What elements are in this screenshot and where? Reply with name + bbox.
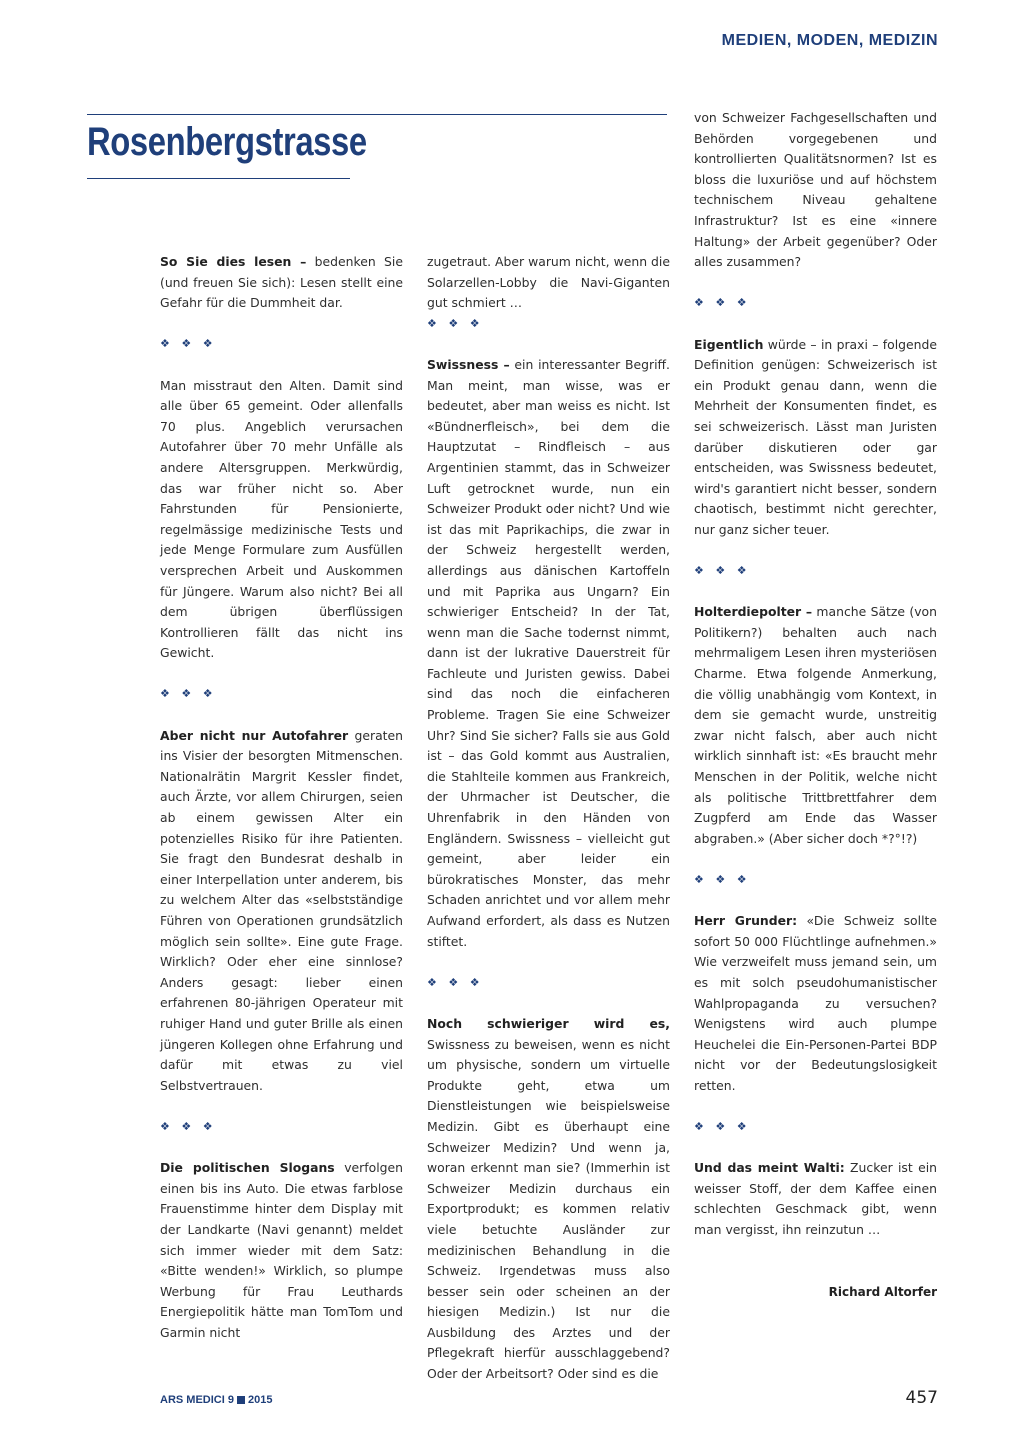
paragraph-lead: Aber nicht nur Autofahrer xyxy=(160,727,349,743)
paragraph-text: «Die Schweiz sollte sofort 50 000 Flüchtlinge aufnehmen.» Wie verzweifelt muss jemand sein, um es mit solch pseudohumanistischer Wahlpropaganda zu versuchen? Wenigstens wird auch plumpe Heuchelei die Ein-Personen-Partei BDP nicht vor der Bedeutungslosigkeit retten. xyxy=(694,913,937,1093)
page-number: 457 xyxy=(905,1388,938,1408)
paragraph-text: manche Sätze (von Politikern?) behalten auch nach mehrmaligem Lesen ihren mysteriösen Charme. Etwa folgende Anmerkung, die völlig unabhängig vom Kontext, in dem sie gemacht wurde, unstreitig zwar nicht falsch, aber auch nicht wirklich sinnhaft ist: «Es braucht mehr Menschen in der Politik, welche nicht als politische Trittbrettfahrer dem Zugpferd am Ende das Wasser abgraben.» (Aber sicher doch *?°!?) xyxy=(694,604,937,846)
paragraph-lead: Herr Grunder: xyxy=(694,913,798,929)
separator-ornament: ❖ ❖ ❖ xyxy=(694,296,751,310)
separator-ornament: ❖ ❖ ❖ xyxy=(160,687,217,701)
paragraph-text: Man misstraut den Alten. Damit sind alle über 65 gemeint. Oder allenfalls 70 plus. Angeblich verursachen Autofahrer über 70 mehr Unfälle als andere Altersgruppen. Merkwürdig, das war früher nicht so. Aber Fahrstunden für Pensionierte, regelmässige medizinische Tests und jede Menge Formulare zum Ausfüllen versprechen Arbeit und Auskommen für Jüngere. Warum also nicht? Bei all dem übrigen überflüssigen Kontrollieren fällt das nicht ins Gewicht. xyxy=(160,377,403,661)
paragraph-text: bedenken Sie (und freuen Sie sich): Lesen stellt eine Gefahr für die Dummheit dar. xyxy=(160,254,403,311)
article-title: Rosenbergstrasse xyxy=(87,120,367,164)
paragraph-text: geraten ins Visier der besorgten Mitmenschen. Nationalrätin Margrit Kessler findet, auch Ärzte, vor allem Chirurgen, seien ab einem gewissen Alter ein potenzielles Risiko für ihre Patienten. Sie fragt den Bundesrat deshalb in einer Interpellation unter anderem, bis zu welchem Alter das «selbstständige Führen von Operationen grundsätzlich möglich sein sollte». Eine gute Frage. Wirklich? Oder eher eine sinnlose? Anders gesagt: lieber einen erfahrenen 80-jährigen Operateur mit ruhiger Hand und guter Brille als einen jüngeren Kollegen ohne Erfahrung und dafür mit etwas zu viel Selbstvertrauen. xyxy=(160,727,403,1093)
paragraph-lead: Noch schwieriger wird es, xyxy=(427,1015,670,1031)
separator-ornament: ❖ ❖ ❖ xyxy=(694,564,751,578)
column-2 xyxy=(427,252,670,1385)
paragraph xyxy=(694,108,937,273)
paragraph-lead: Eigentlich xyxy=(694,336,764,352)
paragraph-text: von Schweizer Fachgesellschaften und Behörden vorgegebenen und kontrollierten Qualitätsnormen? Ist es bloss die luxuriöse und auf höchstem technischem Niveau gehaltene Infrastruktur? Ist es eine «innere Haltung» der Arbeit gegenüber? Oder alles zusammen? xyxy=(694,110,937,270)
paragraph-text: würde – in praxi – folgende Definition genügen: Schweizerisch ist ein Produkt genau dann, wenn die Mehrheit der Konsumenten findet, es sei schweizerisch. Lässt man Juristen darüber diskutieren oder gar entscheiden, was Swissness bedeutet, wird's garantiert nicht besser, sondern chaotisch, bestimmt nicht gerechter, nur ganz sicher teuer. xyxy=(694,336,937,537)
paragraph xyxy=(427,1014,670,1385)
footer-journal xyxy=(160,1394,272,1406)
top-rule xyxy=(87,114,667,115)
paragraph-lead: Die politischen Slogans xyxy=(160,1160,335,1176)
column-3 xyxy=(694,108,937,1302)
paragraph-lead: Und das meint Walti: xyxy=(694,1160,845,1176)
paragraph xyxy=(160,376,403,664)
separator-ornament: ❖ ❖ ❖ xyxy=(160,1119,217,1133)
paragraph-text: Swissness zu beweisen, wenn es nicht um physische, sondern um virtuelle Produkte geht, etwa um Dienstleistungen wie beispielsweise Medizin. Gibt es überhaupt eine Schweizer Medizin? Und wenn ja, woran erkennt man sie? (Immerhin ist Schweizer Medizin durchaus ein Exportprodukt; es kommen relativ viele betuchte Ausländer zur medizinischen Behandlung in die Schweiz. Irgendetwas muss also besser sein oder scheinen an der hiesigen Medizin.) Ist nur die Ausbildung des Arztes und der Pflegekraft hierfür ausschlaggebend? Oder der Arbeitsort? Oder sind es die xyxy=(427,1036,670,1382)
separator-ornament: ❖ ❖ ❖ xyxy=(694,1120,751,1134)
separator-ornament: ❖ ❖ ❖ xyxy=(427,975,484,989)
paragraph xyxy=(694,335,937,541)
paragraph xyxy=(694,911,937,1096)
paragraph-lead: So Sie dies lesen – xyxy=(160,254,307,269)
paragraph xyxy=(694,1158,937,1240)
section-label: MEDIEN, MODEN, MEDIZIN xyxy=(721,32,938,49)
paragraph-lead: Holterdiepolter – xyxy=(694,604,813,620)
paragraph xyxy=(427,252,670,314)
journal-year: 2015 xyxy=(247,1394,273,1406)
paragraph-text: Zucker ist ein weisser Stoff, der dem Kaffee einen schlechten Geschmack gibt, wenn man vergisst, ihn reinzutun … xyxy=(694,1160,937,1238)
paragraph-text: verfolgen einen bis ins Auto. Die etwas farblose Frauenstimme hinter dem Display mit der Landkarte (Navi genannt) meldet sich immer wieder mit dem Satz: «Bitte wenden!» Wirklich, so plumpe Werbung für Frau Leuthards Energiepolitik hätte man TomTom und Garmin nicht xyxy=(160,1160,403,1340)
journal-name: ARS MEDICI 9 xyxy=(160,1394,234,1406)
paragraph xyxy=(694,602,937,849)
paragraph xyxy=(160,1158,403,1343)
title-rule xyxy=(87,178,350,179)
paragraph-text: ein interessanter Begriff. Man meint, man wisse, was er bedeutet, aber man weiss es nicht. Ist «Bündnerfleisch», bei dem die Hauptzutat – Rindfleisch – aus Argentinien stammt, das in Schweizer Luft getrocknet wurde, nun ein Schweizer Produkt oder nicht? Und wie ist das mit Paprikachips, die zwar in der Schweiz hergestellt werden, allerdings aus dänischen Kartoffeln und mit Paprika aus Ungarn? Ein schwieriger Entscheid? In der Tat, wenn man die Sache todernst nimmt, dann ist der lukrative Dauerstreit für Fachleute und Juristen gewiss. Dabei sind das noch die einfacheren Probleme. Tragen Sie eine Schweizer Uhr? Sind Sie sicher? Falls sie aus Gold ist – das Gold kommt aus Australien, die Stahlteile kommen aus Frankreich, der Uhrmacher ist Deutscher, die Uhrenfabrik in den Händen von Engländern. Swissness – vielleicht gut gemeint, aber leider ein bürokratisches Monster, das mehr Schaden anrichtet und vor allem mehr Aufwand erfordert, als dass es Nutzen stiftet. xyxy=(427,356,670,949)
paragraph xyxy=(160,726,403,1097)
paragraph xyxy=(427,355,670,952)
column-1 xyxy=(160,252,403,1343)
separator-ornament: ❖ ❖ ❖ xyxy=(427,316,484,330)
paragraph-text: zugetraut. Aber warum nicht, wenn die Solarzellen-Lobby die Navi-Giganten gut schmiert … xyxy=(427,254,670,311)
author-signature: Richard Altorfer xyxy=(828,1284,937,1299)
separator-ornament: ❖ ❖ ❖ xyxy=(694,872,751,886)
paragraph xyxy=(160,252,403,314)
paragraph-lead: Swissness – xyxy=(427,356,510,372)
separator-ornament: ❖ ❖ ❖ xyxy=(160,337,217,351)
square-bullet-icon xyxy=(237,1396,245,1404)
